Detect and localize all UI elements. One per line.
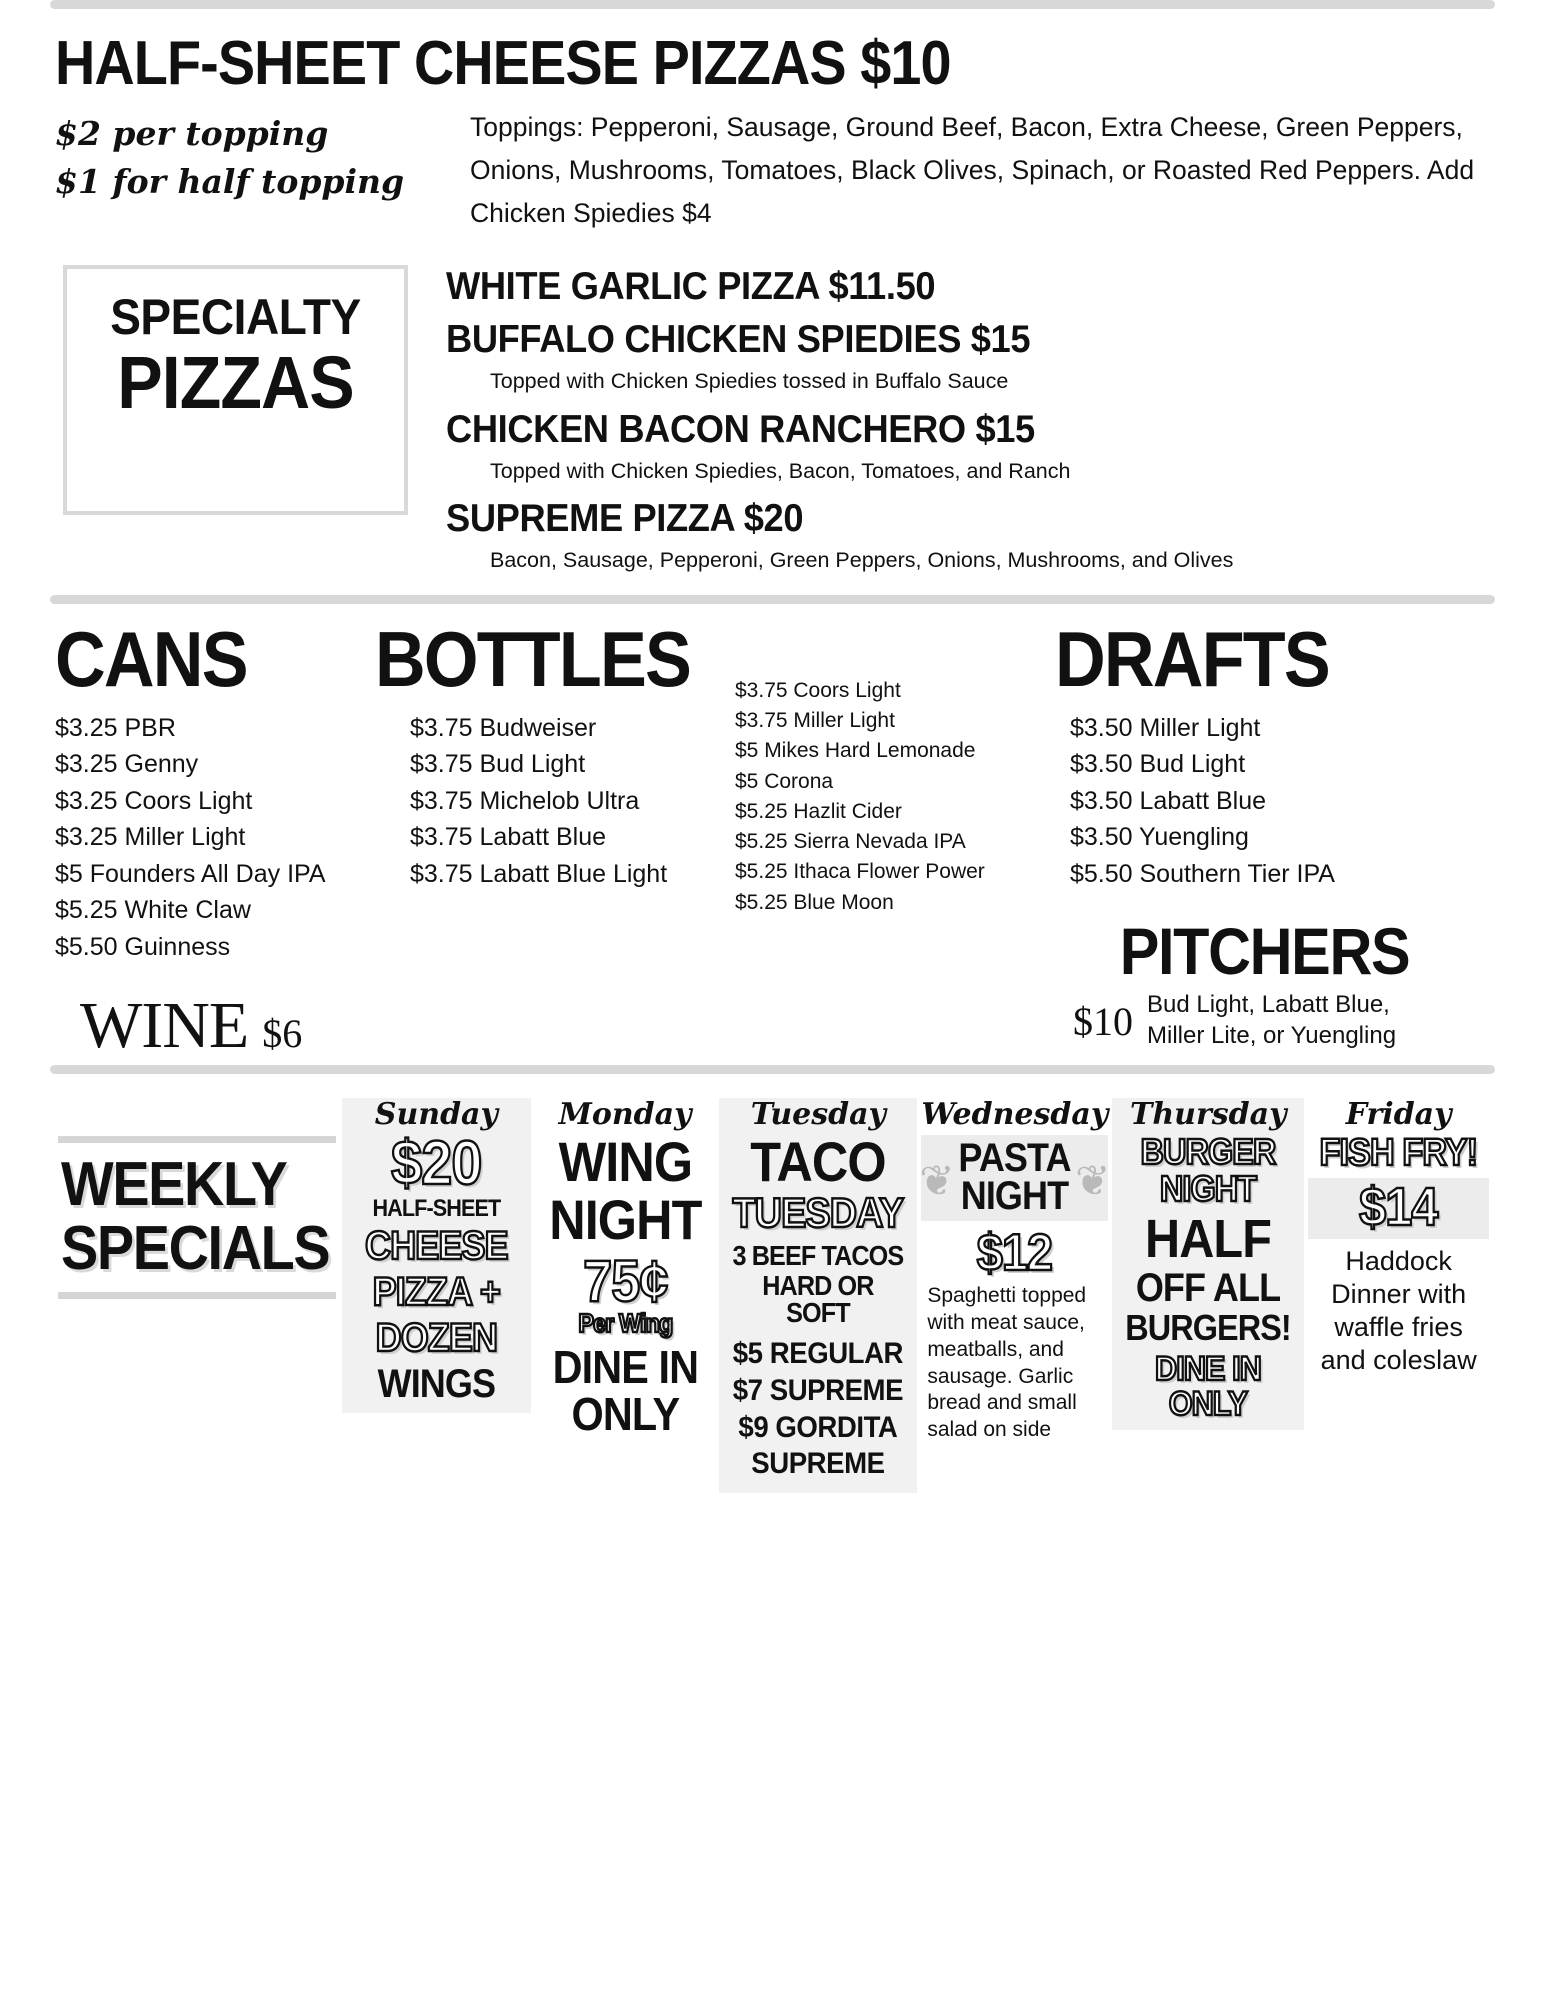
monday-line-night: NIGHT — [548, 1187, 702, 1251]
pitchers-block — [1055, 914, 1490, 1051]
drinks-section — [30, 604, 1515, 1066]
thursday-line-night: NIGHT — [1160, 1167, 1257, 1209]
list-item: $5 Corona — [735, 769, 834, 793]
sunday-line-dozen: DOZEN — [375, 1316, 498, 1361]
list-item: $5.25 Hazlit Cider — [735, 799, 902, 823]
wednesday-line-night: NIGHT — [961, 1174, 1069, 1219]
specialty-title-line-1: SPECIALTY — [110, 288, 361, 345]
weekly-title-line-1: WEEKLY — [61, 1150, 287, 1220]
day-name: Friday — [1345, 1097, 1452, 1133]
list-item: $3.25 Miller Light — [55, 823, 246, 852]
specialty-item-name: WHITE GARLIC PIZZA $11.50 — [446, 264, 936, 308]
tuesday-line-2: HARD OR SOFT — [762, 1270, 875, 1328]
pitchers-description — [1147, 990, 1396, 1051]
weekly-specials-title — [52, 1098, 342, 1308]
pitchers-title: PITCHERS — [1119, 914, 1410, 989]
monday-price: 75¢ — [582, 1248, 668, 1314]
drafts-title: DRAFTS — [1055, 614, 1329, 703]
list-item: $3.75 Michelob Ultra — [410, 786, 640, 815]
list-item: $5.25 Sierra Nevada IPA — [735, 830, 966, 854]
day-card-sunday — [342, 1098, 531, 1413]
friday-line-fishfry: FISH FRY! — [1319, 1132, 1478, 1175]
divider-bottom — [50, 1065, 1495, 1074]
day-card-wednesday — [917, 1098, 1112, 1454]
sunday-line-pizza: PIZZA + — [372, 1270, 501, 1315]
list-item: $5.25 Ithaca Flower Power — [735, 860, 985, 884]
list-item: $3.75 Bud Light — [410, 750, 586, 779]
specialty-item-name: SUPREME PIZZA $20 — [446, 497, 804, 541]
specialty-section — [55, 257, 1490, 585]
list-item: $3.50 Miller Light — [1070, 713, 1261, 742]
sunday-price: $20 — [391, 1129, 482, 1199]
wine-price: $6 — [262, 1011, 303, 1057]
monday-line-only: ONLY — [571, 1388, 679, 1441]
tuesday-price-4: SUPREME — [751, 1447, 886, 1481]
specialty-item-desc: Topped with Chicken Spiedies, Bacon, Tomatoes, and Ranch — [490, 458, 1071, 483]
per-topping-line-2: $1 for half topping — [55, 161, 405, 201]
tuesday-line-tuesday: TUESDAY — [732, 1188, 904, 1236]
day-name: Sunday — [374, 1097, 498, 1133]
weekly-title-bar-top — [58, 1136, 336, 1143]
list-item: $3.50 Yuengling — [1070, 823, 1249, 852]
day-name: Monday — [558, 1097, 692, 1133]
day-card-thursday — [1112, 1098, 1304, 1429]
list-item: $3.75 Labatt Blue Light — [410, 859, 668, 888]
pitchers-price: $10 — [1073, 998, 1133, 1044]
list-item: $3.25 Genny — [55, 750, 199, 779]
bottles-extra-column — [735, 620, 1035, 1060]
pizza-section — [30, 9, 1515, 595]
specialty-item-desc: Bacon, Sausage, Pepperoni, Green Peppers, Onions, Mushrooms, and Olives — [490, 548, 1234, 573]
list-item: $3.50 Bud Light — [1070, 750, 1246, 779]
drafts-list — [1055, 710, 1490, 893]
list-item: $3.50 Labatt Blue — [1070, 786, 1266, 815]
wednesday-banner — [921, 1135, 1111, 1221]
wine-title: WINE — [80, 989, 249, 1063]
sunday-line-cheese: CHEESE — [365, 1224, 508, 1269]
specialty-items-list — [408, 257, 1490, 585]
thursday-line-dinein: DINE IN — [1155, 1350, 1262, 1389]
wednesday-line-pasta: PASTA — [958, 1136, 1071, 1181]
list-item: $3.75 Budweiser — [410, 713, 597, 742]
cans-column — [55, 614, 375, 1063]
pitchers-desc-line-1: Bud Light, Labatt Blue, — [1147, 991, 1390, 1019]
list-item: $3.75 Miller Light — [735, 709, 895, 733]
day-name: Wednesday — [921, 1097, 1109, 1133]
pitchers-desc-line-2: Miller Lite, or Yuengling — [1147, 1022, 1397, 1050]
wreath-left-icon: ❦ — [919, 1157, 955, 1205]
tuesday-price-3: $9 GORDITA — [738, 1410, 898, 1444]
per-topping-prices — [55, 102, 470, 206]
list-item: $3.75 Coors Light — [735, 678, 901, 702]
monday-line-dinein: DINE IN — [552, 1340, 698, 1393]
cans-title: CANS — [55, 614, 247, 703]
tuesday-line-taco: TACO — [750, 1130, 887, 1194]
list-item: $5.50 Southern Tier IPA — [1070, 859, 1335, 888]
thursday-line-offall: OFF ALL — [1136, 1266, 1281, 1311]
wednesday-description: Spaghetti topped with meat sauce, meatballs, and sausage. Garlic bread and small salad on side — [927, 1283, 1087, 1442]
list-item: $5.50 Guinness — [55, 932, 231, 961]
pitchers-line — [1065, 990, 1490, 1051]
list-item: $3.25 PBR — [55, 713, 176, 742]
tuesday-line-1: 3 BEEF TACOS — [733, 1239, 904, 1271]
weekly-title-line-2: SPECIALS — [61, 1213, 330, 1283]
list-item: $5 Founders All Day IPA — [55, 859, 326, 888]
divider-middle — [50, 595, 1495, 604]
topping-row — [55, 102, 1490, 235]
list-item: $3.25 Coors Light — [55, 786, 253, 815]
pizza-headline: HALF-SHEET CHEESE PIZZAS $10 — [55, 29, 951, 98]
list-item: $5.25 White Claw — [55, 896, 251, 925]
specialty-item-name: CHICKEN BACON RANCHERO $15 — [446, 407, 1035, 451]
wreath-right-icon: ❦ — [1075, 1157, 1111, 1205]
specialty-title-line-2: PIZZAS — [117, 341, 354, 425]
thursday-line-burgers: BURGERS! — [1125, 1307, 1292, 1349]
drafts-column — [1035, 614, 1490, 1060]
weekly-specials-section — [30, 1074, 1515, 1492]
cans-list — [55, 710, 375, 966]
specialty-title-box — [63, 265, 408, 515]
friday-price: $14 — [1359, 1176, 1438, 1237]
monday-price-sub: Per Wing — [578, 1307, 673, 1338]
thursday-line-half: HALF — [1145, 1208, 1272, 1269]
specialty-item-name: BUFFALO CHICKEN SPIEDIES $15 — [446, 318, 1031, 362]
bottles-list — [375, 710, 735, 893]
bottles-title: BOTTLES — [375, 614, 690, 703]
weekly-title-bar-bottom — [58, 1292, 336, 1299]
list-item: $3.75 Labatt Blue — [410, 823, 606, 852]
list-item: $5 Mikes Hard Lemonade — [735, 739, 976, 763]
sunday-line-wings: WINGS — [377, 1362, 496, 1407]
day-name: Tuesday — [750, 1097, 886, 1133]
day-card-tuesday — [719, 1098, 917, 1492]
friday-description: Haddock Dinner with waffle fries and coleslaw — [1320, 1245, 1477, 1375]
tuesday-price-2: $7 SUPREME — [733, 1373, 904, 1407]
specialty-item-desc: Topped with Chicken Spiedies tossed in Buffalo Sauce — [490, 369, 1009, 394]
sunday-subtitle: HALF-SHEET — [372, 1195, 501, 1223]
toppings-description: Toppings: Pepperoni, Sausage, Ground Beef, Bacon, Extra Cheese, Green Peppers, Onions, Mushrooms, Tomatoes, Black Olives, Spinach, or Roasted Red Peppers. Add Chicken Spiedies $4 — [470, 112, 1475, 228]
friday-price-banner — [1308, 1178, 1489, 1239]
monday-line-wing: WING — [558, 1130, 692, 1194]
per-topping-line-1: $2 per topping — [55, 114, 329, 154]
tuesday-price-1: $5 REGULAR — [733, 1337, 904, 1371]
day-name: Thursday — [1130, 1097, 1287, 1133]
list-item: $5.25 Blue Moon — [735, 890, 894, 914]
thursday-line-only: ONLY — [1168, 1384, 1248, 1423]
day-card-monday — [531, 1098, 720, 1447]
wednesday-price: $12 — [977, 1224, 1053, 1283]
thursday-line-burger: BURGER — [1140, 1131, 1276, 1173]
wine-row — [55, 989, 375, 1063]
bottles-column — [375, 614, 735, 1060]
day-card-friday — [1304, 1098, 1493, 1386]
divider-top — [50, 0, 1495, 9]
